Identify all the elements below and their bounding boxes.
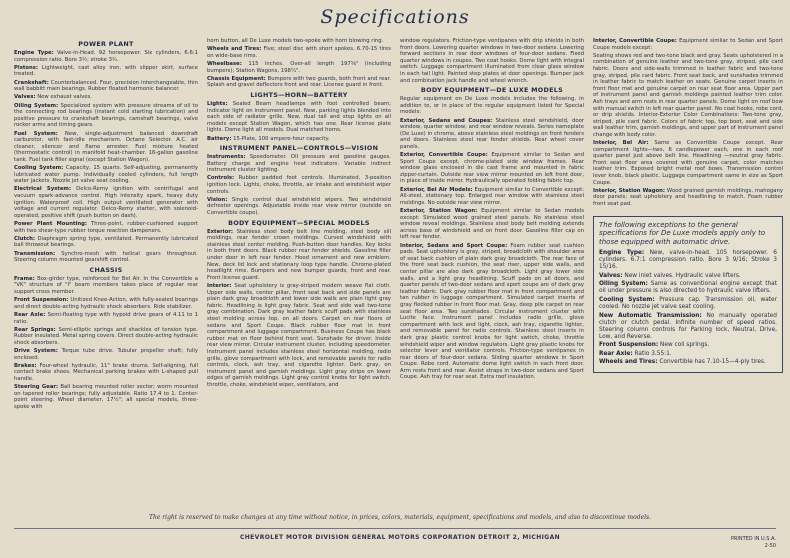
spec-item-text: Semi-elliptic springs and shackles of tension type. Rubber insulated. Metal spring covers. Direct double-acting hydraulic shock absorbers. — [14, 326, 198, 346]
continuation-text: horn button, all De Luxe models two-spoke with horn blowing ring. — [207, 38, 384, 44]
spec-item-label: Wheelbase: — [207, 60, 242, 67]
spec-item — [14, 297, 198, 310]
spec-item-label: Fuel System: — [14, 130, 58, 137]
section-heading-instrument-panel: INSTRUMENT PANEL—CONTROLS—VISION — [219, 144, 379, 153]
spec-item-text: Same as Convertible Coupe except. Rear compartment lights—two, 6 candlepower each, one in each roof quarter panel just above belt line. Headlining —neutral gray fabric. Front seat floor area covered with genuine carpet, color matches leather trim. Exposed bright metal roof bows. Transmission control lever knob, black plastic. Luggage compartment same in size as Sport Coupe. — [593, 140, 783, 186]
spec-item — [14, 50, 198, 63]
spec-item-label: Steering Gear: — [14, 384, 59, 391]
printed-note — [731, 536, 776, 550]
spec-item — [14, 165, 198, 185]
spec-item — [400, 152, 584, 185]
spec-item — [593, 140, 783, 186]
section-heading-power-plant: POWER PLANT — [78, 40, 134, 48]
spec-item-text: Wood grained garnish moldings, mahogany door panels; seat upholstery and headlining to match. Foam rubber front seat pad. — [593, 187, 783, 208]
spec-item-text: 15-Plate, 100 ampere-hour capacity. — [231, 135, 330, 142]
spec-item-label: Lights: — [207, 100, 228, 107]
spec-item — [593, 188, 783, 208]
spec-item-label: Valves: — [14, 94, 36, 101]
spec-item-text: New coil springs. — [658, 342, 710, 349]
spec-item — [14, 363, 198, 383]
spec-item — [593, 38, 783, 51]
spec-item — [207, 101, 391, 134]
spec-item — [593, 53, 783, 139]
spec-item — [400, 243, 584, 381]
spec-item — [599, 342, 777, 349]
spec-item-label: Wheels and Tires: — [599, 359, 658, 366]
spec-item-text: Valve-in-Head. 92 horsepower. Six cylinders, 6.6:1 compression ratio. Bore 3½; stroke 3¾. — [14, 50, 198, 63]
spec-item-label: Valves: — [599, 272, 623, 279]
continuation-text: window regulators. Friction-type ventipanes with drip shields in both front doors. Lowering quarter windows in two-door sedans. Lowering forward sections in rear door windows of four-door sedans. Fixed quarter windows in coupes. Two coat hooks. Dome light with integral switch. Luggage compartment illuminated from clear glass window in each tail light. Painted step plates at door openings. Bumper jack and combination jack handle and wheel wrench. — [400, 38, 584, 84]
spec-item — [599, 359, 777, 366]
spec-item-text: Lightweight, cast alloy iron, with slipper skirt, surface treated. — [14, 64, 198, 78]
wheels-list — [207, 46, 391, 89]
spec-item-text: Semi-floating type with hypoid drive gears of 4.11 to 1 ratio. — [14, 311, 198, 325]
spec-item-label: Cooling System: — [14, 165, 64, 172]
spec-item-text: Pressure cap. Transmission oil, water cooled. No nozzle jet valve seat cooling. — [599, 296, 777, 310]
spec-item — [14, 186, 198, 219]
spec-item — [207, 197, 391, 217]
spec-item-text: Equipment similar to Sedan and Sport Coupe except, chrome-plated side window frames. Rear window glass enclosed in die cast frame and mounted in fabric zipper-curtain. Outside rear view mirror mounted on left front door, in place of inside mirror. Hydraulically operated folding fabric top. — [400, 152, 584, 185]
spec-item-label: New Automatic Transmission: — [599, 312, 702, 319]
spec-item-text: New, single-adjustment balanced downdraft carburetor, with fast-idle mechanism. Octane Selector. A.C. air cleaner, silencer and flame arrester. Fuel mixture heated (thermostatic control) in manifold heat-chamber. 16-gallon gasoline tank. Fuel tank filler signal (except Station Wagon). — [14, 130, 198, 163]
spec-item — [14, 251, 198, 264]
spec-item — [207, 76, 391, 89]
box-intro: The following exceptions to the general specifications for De Luxe models apply only to those equipped with automatic drive. — [599, 220, 766, 246]
spec-item-text: Stainless steel windshield, door window, quarter window, and rear window reveals. Series nameplate (De Luxe) in chrome, above stainless steel moldings on front fenders and doors. Stainless steel rear fender shields. Rear wheel cover panels. — [400, 117, 584, 150]
column-2 — [207, 38, 391, 508]
spec-item-label: Front Suspension: — [14, 297, 69, 304]
spec-item-label: Exterior: — [207, 228, 233, 235]
spec-item-label: Rear Springs: — [14, 326, 56, 333]
spec-item-label: Exterior, Bel Air Models: — [400, 186, 473, 193]
footer-divider — [14, 528, 776, 529]
deluxe-intro: Regular equipment on De Luxe models includes the following, in addition to, or in place of the regular equipment listed for Special models: — [400, 96, 584, 116]
spec-item-text: No manually operated clutch or clutch pedal. Infinite number of speed ratios. Steering column controls for Parking lock, Neutral, Drive, Low, and Reverse. — [599, 312, 777, 340]
section-heading-body-deluxe: BODY EQUIPMENT—DE LUXE MODELS — [420, 86, 564, 95]
spec-item — [14, 103, 198, 129]
spec-item-text: Sealed Beam headlamps with foot controlled beam; indicator light on instrument panel. New, parking lights blended into each side of radiator grille. New, dual tail and stop lights on all models except Station Wagon, which has one. Rear license plate lights. Dome light all models. Dual matched horns. — [207, 100, 391, 134]
spec-item-text: Same as conventional engine except that oil under pressure is also directed to hydraulic valve lifters. — [599, 281, 777, 295]
spec-item-text: New exhaust valves. — [35, 94, 92, 101]
spec-item-text: Bumpers with two guards, both front and rear. Splash and gravel deflectors front and rear. License guard in front. — [207, 75, 391, 89]
spec-item — [207, 283, 391, 389]
spec-item — [599, 297, 777, 311]
spec-item — [14, 221, 198, 234]
spec-item — [400, 208, 584, 241]
spec-item-label: Interior, Convertible Coupe: — [593, 38, 677, 44]
spec-item-text: Stainless steel body belt line molding, steel body sill moldings, rear fender crown moldings. Curved windshield with stainless steel center molding. Push-button door handles. Key locks in both front doors. Black rubber rear fender shields. Gasoline filler under door in left rear fender. Hood ornament and new emblem. New, deck lid lock and stationary loop type handle. Chrome-plated headlight rims. Bumpers and new bumper guards, front and rear. Front license guard. — [207, 228, 391, 281]
automatic-drive-box — [593, 216, 783, 373]
lights-list — [207, 101, 391, 142]
section-heading-body-special: BODY EQUIPMENT—SPECIAL MODELS — [228, 218, 370, 227]
instrument-list — [207, 154, 391, 217]
spec-item-text: Four-wheel hydraulic, 11" brake drums. Self-aligning, full contact brake shoes. Mechanical parking brakes with L-shaped pull handle. — [14, 362, 198, 383]
spec-item-label: Instruments: — [207, 154, 246, 161]
spec-item-text: Unitized Knee-Action, with fully-sealed bearings and direct double-acting hydraulic shock absorbers. Ride stabilizer. — [14, 297, 198, 310]
spec-item-text: Single control dual windshield wipers. Two windshield defroster openings. Adjustable inside rear view mirror (outside on Convertible coupe). — [207, 196, 391, 217]
section-heading-lights: LIGHTS—HORN—BATTERY — [250, 90, 348, 99]
spec-item-label: Battery: — [207, 135, 232, 142]
spec-item-text: Equipment similar to Sedan and Sport Coupe models except: — [593, 38, 783, 51]
spec-item-label: Exterior, Sedans and Coupes: — [400, 117, 493, 124]
spec-item — [14, 348, 198, 361]
spec-item-text: Equipment similar to Convertible except: All-steel, stationary top. Enlarged rear window with stainless steel moldings. No outside rear view mirror. — [400, 186, 584, 206]
spec-item-text: Torque tube drive. Tubular propeller shaft; fully enclosed. — [14, 348, 198, 361]
spec-item — [14, 312, 198, 325]
spec-item-label: Oiling System: — [599, 281, 648, 288]
spec-item-label: Brakes: — [14, 362, 37, 369]
spec-item-label: Front Suspension: — [599, 342, 659, 349]
spec-item-text: Five; steel disc with short spokes. 6.70-15 tires on wide-base rims. — [207, 46, 391, 59]
spec-item-label: Pistons: — [14, 64, 39, 71]
spec-item-label: Wheels and Tires: — [207, 46, 262, 53]
spec-item-label: Vision: — [207, 196, 228, 203]
spec-item-text: Ball bearing mounted roller sector; worm mounted on tapered roller bearings; fully adjustable. Ratio 17.4 to 1. Center-point steering. Wheel diameter, 17¼"; all special models, three-spoke with — [14, 384, 198, 410]
spec-item-label: Rear Axle: — [14, 311, 46, 318]
spec-item-text: Diaphragm spring type, ventilated. Permanently lubricated ball throwout bearings. — [14, 235, 198, 249]
footer-notice: The right is reserved to make changes at any time without notice, in prices, colors, materials, equipment, specifications and models, and also to discontinue models. — [148, 514, 652, 521]
spec-item-text: Box-girder type, reinforced for Bel Air. In the Convertible a "VK" structure of "I" beam members takes place of regular rear support cross member. — [14, 275, 198, 295]
spec-item-label: Cooling System: — [599, 296, 655, 303]
spec-item-text: Ratio 3.55:1. — [632, 350, 672, 357]
spec-item-label: Interior, Sedans and Sport Coupe: — [400, 242, 508, 249]
spec-item-label: Engine Type: — [599, 250, 645, 257]
page-title: Specifications — [320, 6, 470, 28]
spec-item-text: New inlet valves. Hydraulic valve lifters. — [622, 272, 741, 279]
spec-item-label: Drive System: — [14, 348, 58, 355]
spec-item-text: Seating shows red and two-tone black and gray. Seats upholstered in a combination of genuine leather and two-tone gray, striped, pile card fabric. Doors and side-walls trimmed in leather fabric and two-tone gray, striped, pile card fabric. Front seat back, and sunshades trimmed in leather fabric to match leather on seats. Genuine carpet inserts in front floor mat and genuine carpet on rear seat floor area. Upper part of instrument panel and garnish moldings painted leather trim color. Ash trays and arm rests in rear quarter panels. Dome light on roof bow with manual switch in left rear quarter panel. No coat hooks, robe cord, or drip shields. Interior-Exterior Color Combinations: Two-tone gray, striped, pile card fabric. Colors of fabric top, top boot, seat and side wall leather trim, garnish moldings, and upper part of instrument panel change with body color. — [593, 52, 783, 138]
spec-item — [207, 229, 391, 282]
spec-item-label: Crankshaft: — [14, 79, 49, 86]
spec-item-text: Three-point, rubber-cushioned support with two shear-type rubber torque reaction dampeners. — [14, 221, 198, 234]
spec-item — [599, 250, 777, 271]
spec-item-label: Interior: — [207, 282, 232, 289]
spec-item — [599, 351, 777, 358]
spec-item — [14, 65, 198, 78]
column-4 — [593, 38, 783, 508]
spec-item — [14, 384, 198, 410]
spec-item-text: Counterbalanced. Four, precision interchangeable, thin wall babbitt main bearings. Rubber floated harmonic balancer. — [14, 79, 198, 93]
spec-item-label: Oiling System: — [14, 102, 59, 109]
spec-item-text: 115 inches. Over-all length 197⅝" (including bumpers); Station Wagons, 198¼". — [207, 60, 391, 74]
spec-item — [207, 154, 391, 174]
spec-item — [599, 313, 777, 341]
printed-label: PRINTED IN U.S.A. — [730, 536, 776, 542]
spec-item — [207, 175, 391, 195]
spec-columns — [14, 38, 784, 508]
spec-item-text: Delco-Remy ignition with centrifugal and vacuum spark-advance control. High intensity spark, heavy duty ignition. Waterproof coil. High output ventilated generator with voltage and current regulator. Delco-Remy starter, with solenoid-operated, positive shift (push button on dash). — [14, 186, 198, 219]
spec-item-text: Rubber padded foot controls. Illuminated, 3-position ignition lock. Lights, choke, throttle, air intake and windshield wiper controls. — [207, 175, 391, 195]
spec-item-label: Rear Axle: — [599, 350, 633, 357]
power-plant-list — [14, 50, 198, 264]
footer-division: CHEVROLET MOTOR DIVISION GENERAL MOTORS CORPORATION DETROIT 2, MICHIGAN — [239, 534, 561, 541]
spec-item-label: Power Plant Mounting: — [14, 221, 88, 227]
spec-item-text: Speedometer. Oil pressure and gasoline gauges. Battery charge and engine heat indicators. Variable indirect instrument cluster lighting. — [207, 154, 391, 174]
spec-item-text: New, valve-in-head. 105 horsepower. 6 cylinders. 6.7:1 compression ratio. Bore 3 9/16; Stroke 3 15/16. — [599, 250, 777, 271]
spec-item-text: Synchro-mesh with helical gears throughout. Steering column mounted gearshift control. — [14, 250, 198, 264]
spec-item-label: Electrical System: — [14, 186, 72, 193]
spec-item-label: Controls: — [207, 175, 235, 182]
spec-item-text: Convertible has 7.10-15—4-ply tires. — [657, 359, 766, 366]
spec-item — [207, 46, 391, 59]
spec-item — [599, 281, 777, 295]
spec-item-text: Foam rubber seat cushion pads. Seat upholstery is gray, striped, broadcloth with shoulder area of seat back cushion of plain dark gray broadcloth. The rear face of the front seat back cushion, the seat riser, upper side walls, and center pillar are also dark gray broadcloth. Light gray lower side walls, and a light gray headlining. Scuff pads on all doors, and quarter panels of two-door sedans and sport coupe are of dark gray leather fabric. Dark gray rubber floor mat in front compartment and tan rubber in luggage compartment. Simulated carpet inserts of gray flecked rubber in front floor mat. Gray, deep pile carpet on rear seat floor area. Two sunshades. Circular instrument cluster with Lucite face. Instrument panel includes radio grille, glove compartment with lock and light, clock, ash tray, cigarette lighter, and removable panel for radio controls. Stainless steel inserts in dark gray plastic control knobs for light switch, choke, throttle windshield wiper and window regulators. Light gray plastic knobs for selector lever and ventilator controls. Friction-type ventipanes in rear doors of four-door sedans. Sliding quarter windows in Sport Coupe. Robe cord. Automatic dome light switch in each front door. Arm rests front and rear. Assist straps in two-door sedans and Sport Coupe. Ash tray for rear seat. Extra roof insulation. — [400, 242, 584, 381]
spec-item — [14, 276, 198, 296]
spec-item — [599, 273, 777, 280]
spec-item — [14, 236, 198, 249]
spec-item-label: Frame: — [14, 275, 35, 282]
deluxe-list — [400, 118, 584, 382]
spec-item-label: Transmission: — [14, 250, 56, 257]
column-1 — [14, 38, 198, 508]
chassis-list — [14, 276, 198, 411]
column-3 — [400, 38, 584, 508]
spec-item-label: Interior, Bel Air: — [593, 140, 649, 147]
spec-item — [14, 94, 198, 101]
spec-item-label: Exterior, Convertible Coupe: — [400, 152, 488, 159]
spec-item-text: Equipment similar to Sedan models except: Simulated wood grained steel panels. No stainless steel window reveal moldings. Stainless steel body belt molding extends across base of windshield and on front door. Gasoline filler cap on left rear fender. — [400, 208, 584, 241]
spec-item-text: Capacity, 15 quarts. Self-adjusting, permanently lubricated water pump. Individually cooled cylinders, full length water jackets. Nozzle jet valve seat cooling. — [14, 165, 198, 185]
interior-list — [593, 38, 783, 208]
body-special-list — [207, 229, 391, 389]
spec-item-label: Clutch: — [14, 235, 36, 242]
spec-item-label: Chassis Equipment: — [207, 75, 266, 82]
spec-item-label: Engine Type: — [14, 50, 54, 56]
spec-item — [207, 61, 391, 74]
spec-item-text: Seat upholstery is gray-striped modern weave flat cloth. Upper side walls, center pillar, front seat back and side panels are plain dark gray broadcloth and lower side walls are plain light gray fabric. Headlining is light gray fabric. Seat and side wall two-tone gray combination. Dark gray leather fabric scuff pads with stainless steel molding across top, on all doors. Carpet on rear floors of sedans and Sport Coupe. Black rubber floor mat in front compartment and luggage compartment. Business Coupe has black rubber mat on floor behind front seat. Sunshade for driver. Inside rear view mirror. Circular instrument cluster, including speedometer. Instrument panel includes stainless steel horizontal molding, radio grille, glove compartment with lock, and removable panels for radio controls, clock, ash tray, and cigarette lighter. Dark gray, on instrument panel and garnish moldings. Light gray stripe on lower edges of garnish moldings. Light gray control knobs for light switch, throttle, choke, windshield wiper, ventilators, and — [207, 282, 391, 388]
spec-item — [14, 131, 198, 164]
spec-item-label: Exterior, Station Wagon: — [400, 208, 478, 215]
spec-item-text: Specialized system with pressure streams of oil to the connecting rod bearings (instant cold starting lubrication) and positive pressure to crankshaft bearings, camshaft bearings, valve rocker arms and timing gears. — [14, 102, 198, 129]
automatic-drive-list — [599, 250, 777, 366]
spec-item-label: Interior, Station Wagon: — [593, 187, 666, 194]
spec-item — [207, 136, 391, 143]
spec-item — [14, 80, 198, 93]
section-heading-chassis: CHASSIS — [89, 265, 123, 274]
spec-item — [400, 187, 584, 207]
spec-item — [14, 327, 198, 347]
spec-item — [400, 118, 584, 151]
print-code: 2-50 — [764, 543, 776, 549]
